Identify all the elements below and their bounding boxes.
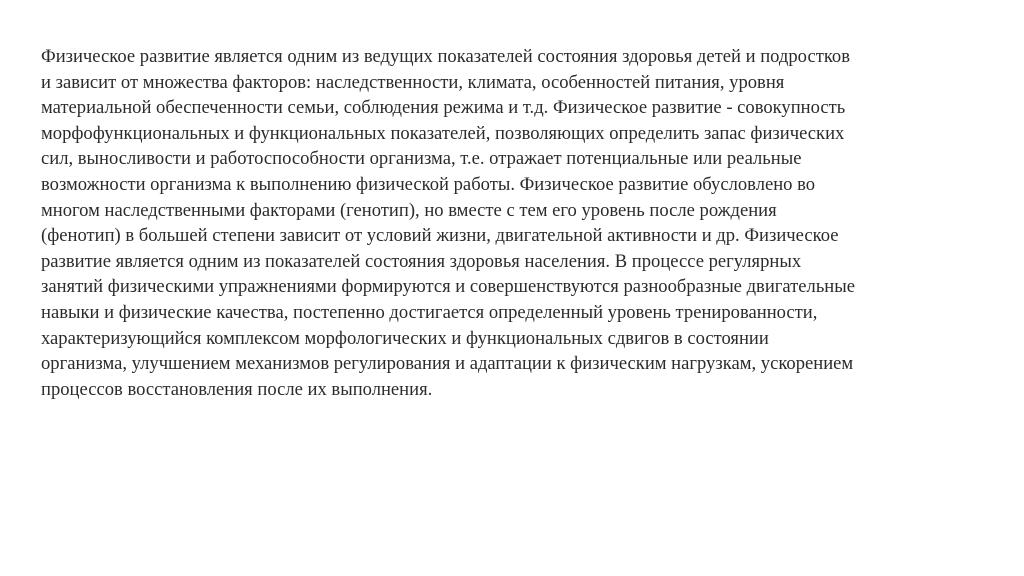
text-line: Физическое развитие является одним из ведущих показателей состояния здоровья детей и подростков [41,46,850,67]
text-line: сил, выносливости и работоспособности организма, т.е. отражает потенциальные или реальные [41,148,802,170]
body-paragraph [41,44,991,402]
text-line: и зависит от множества факторов: наследственности, климата, особенностей питания, уровня [41,71,785,93]
text-line: организма, улучшением механизмов регулирования и адаптации к физическим нагрузкам, ускорением [41,353,854,375]
text-line: материальной обеспеченности семьи, соблюдения режима и т.д. Физическое развитие - совокупность [41,97,846,119]
text-line: многом наследственными факторами (генотип), но вместе с тем его уровень после рождения [41,199,777,221]
text-line: занятий физическими упражнениями формируются и совершенствуются разнообразные двигательные [41,276,856,298]
text-line: процессов восстановления после их выполнения. [41,378,433,400]
text-line: характеризующийся комплексом морфологических и функциональных сдвигов в состоянии [41,327,769,349]
text-line: (фенотип) в большей степени зависит от условий жизни, двигательной активности и др. Физическое [41,225,839,247]
text-line: навыки и физические качества, постепенно достигается определенный уровень тренированности, [41,301,818,323]
text-line: возможности организма к выполнению физической работы. Физическое развитие обусловлено во [41,173,816,195]
text-line: развитие является одним из показателей состояния здоровья населения. В процессе регулярных [41,250,802,272]
text-line: морфофункциональных и функциональных показателей, позволяющих определить запас физических [41,122,845,144]
